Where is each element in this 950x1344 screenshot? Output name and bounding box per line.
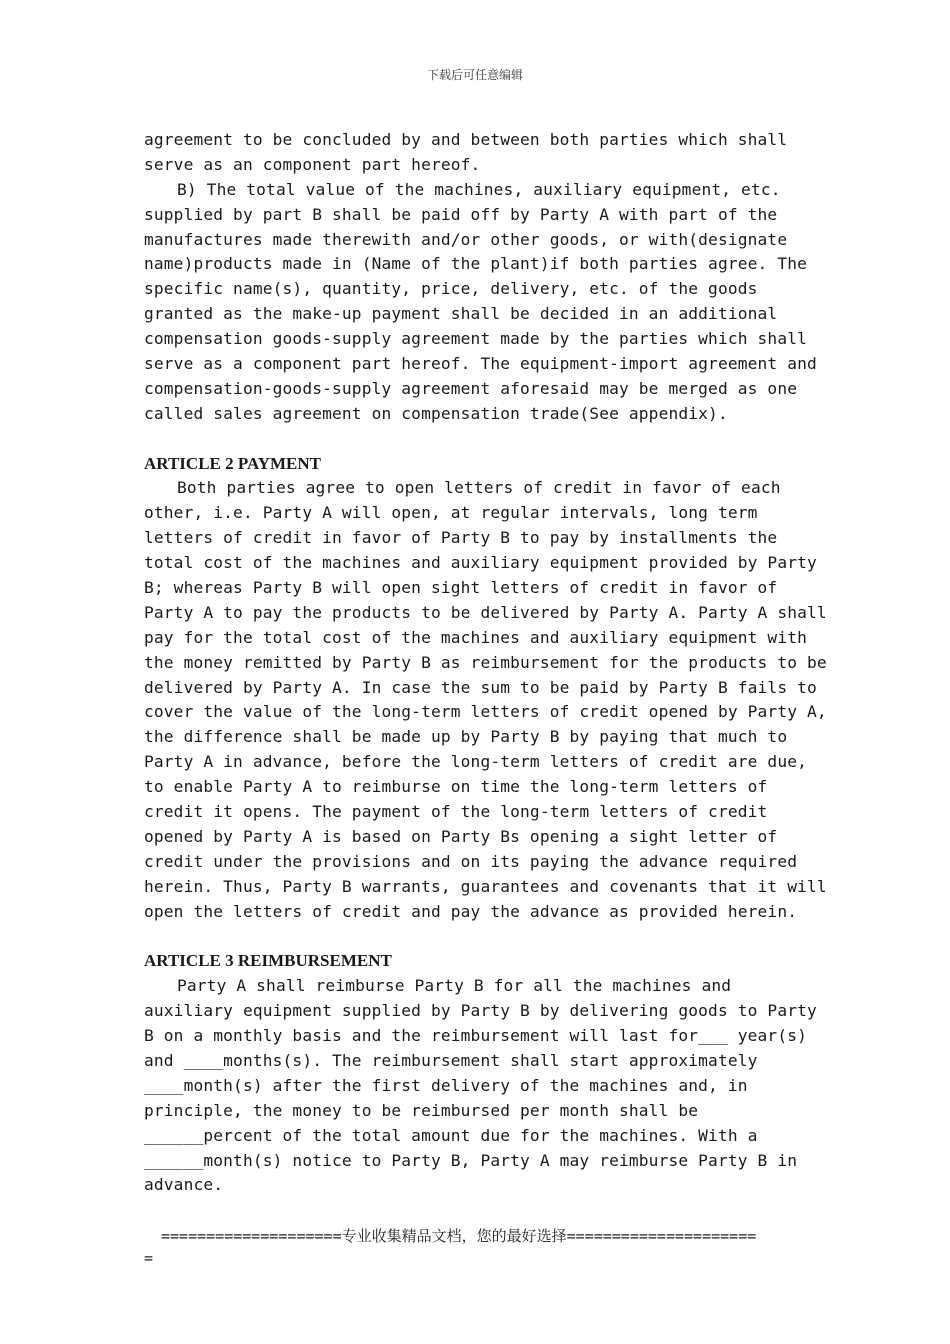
text-line: letters of credit in favor of Party B to pay by installments the <box>144 528 778 548</box>
text-line: serve as an component part hereof. <box>144 154 481 174</box>
text-line: Party A in advance, before the long-term letters of credit are due, <box>144 752 808 772</box>
text-line: agreement to be concluded by and between both parties which shall <box>144 130 788 149</box>
article-2-heading: ARTICLE 2 PAYMENT <box>144 453 321 473</box>
text-line: ______percent of the total amount due for the machines. With a <box>144 1125 758 1145</box>
text-line: compensation-goods-supply agreement aforesaid may be merged as one <box>144 378 798 398</box>
text-line: manufactures made therewith and/or other goods, or with(designate <box>144 229 788 249</box>
text-line: principle, the money to be reimbursed per month shall be <box>144 1100 699 1120</box>
text-line: credit under the provisions and on its paying the advance required <box>144 851 798 871</box>
text-line: B; whereas Party B will open sight letters of credit in favor of <box>144 578 778 598</box>
text-line: cover the value of the long-term letters of credit opened by Party A, <box>144 702 827 722</box>
text-line: credit it opens. The payment of the long-term letters of credit <box>144 802 768 822</box>
text-line: B on a monthly basis and the reimbursement will last for___ year(s) <box>144 1026 808 1046</box>
text-line: advance. <box>144 1175 224 1195</box>
article-3-heading: ARTICLE 3 REIMBURSEMENT <box>144 951 392 971</box>
text-line: supplied by part B shall be paid off by Party A with part of the <box>144 204 778 224</box>
text-line: called sales agreement on compensation trade(See appendix). <box>144 403 728 423</box>
text-line: to enable Party A to reimburse on time the long-term letters of <box>144 777 768 797</box>
text-line: herein. Thus, Party B warrants, guarantees and covenants that it will <box>144 876 827 896</box>
text-line: Party A to pay the products to be delivered by Party A. Party A shall <box>144 602 827 622</box>
document-body <box>144 128 827 1198</box>
text-line: other, i.e. Party A will open, at regular intervals, long term <box>144 503 758 523</box>
text-line: opened by Party A is based on Party Bs opening a sight letter of <box>144 826 778 846</box>
text-line: open the letters of credit and pay the advance as provided herein. <box>144 901 798 921</box>
text-line: auxiliary equipment supplied by Party B by delivering goods to Party <box>144 1001 817 1021</box>
text-line: Party A shall reimburse Party B for all the machines and <box>177 976 732 996</box>
footer-banner: ====================专业收集精品文档，您的最好选择===================== <box>161 1227 757 1245</box>
page-header-note: 下载后可任意编辑 <box>426 68 523 82</box>
text-line: ______month(s) notice to Party B, Party A may reimburse Party B in <box>144 1150 798 1170</box>
paragraph-gap <box>144 427 814 452</box>
text-line: name)products made in (Name of the plant)if both parties agree. The <box>144 254 808 274</box>
text-line: delivered by Party A. In case the sum to be paid by Party B fails to <box>144 677 817 697</box>
text-line: the difference shall be made up by Party B by paying that much to <box>144 727 788 747</box>
text-line: granted as the make-up payment shall be decided in an additional <box>144 304 778 324</box>
text-line: the money remitted by Party B as reimbursement for the products to be <box>144 652 827 672</box>
paragraph-gap <box>144 925 814 950</box>
text-line: serve as a component part hereof. The equipment-import agreement and <box>144 354 817 374</box>
text-line: compensation goods-supply agreement made by the parties which shall <box>144 329 808 349</box>
footer-banner-tail: = <box>144 1249 154 1267</box>
text-line: total cost of the machines and auxiliary equipment provided by Party <box>144 553 817 573</box>
text-line: and ____months(s). The reimbursement shall start approximately <box>144 1050 758 1070</box>
text-line: specific name(s), quantity, price, delivery, etc. of the goods <box>144 279 758 299</box>
text-line: pay for the total cost of the machines and auxiliary equipment with <box>144 627 808 647</box>
text-line: Both parties agree to open letters of credit in favor of each <box>177 478 781 498</box>
text-line: B) The total value of the machines, auxiliary equipment, etc. <box>177 179 781 199</box>
text-line: ____month(s) after the first delivery of the machines and, in <box>144 1075 748 1095</box>
page-footer <box>144 1225 824 1269</box>
